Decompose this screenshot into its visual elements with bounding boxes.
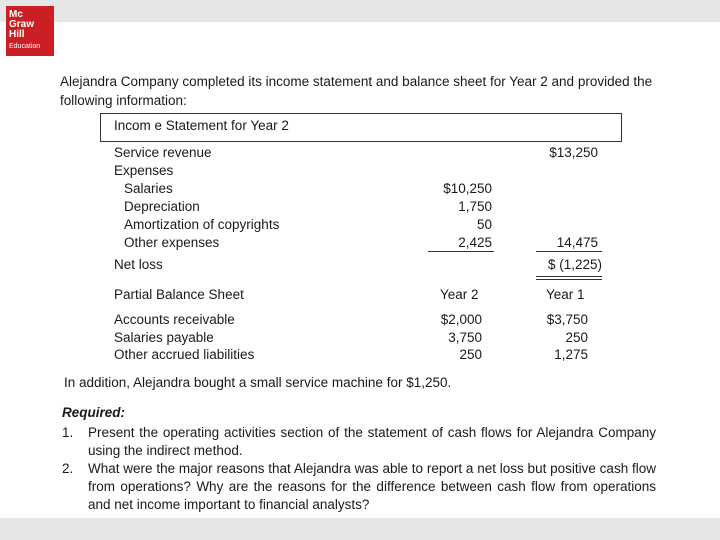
year2-header: Year 2 bbox=[440, 287, 479, 302]
bs-row-year2: $2,000 bbox=[440, 312, 482, 327]
service-revenue-value: $13,250 bbox=[549, 145, 598, 160]
bs-row-year1: 1,275 bbox=[554, 347, 588, 362]
bs-row-year2: 3,750 bbox=[448, 330, 482, 345]
expenses-underline bbox=[428, 251, 494, 252]
net-loss-value: $ (1,225) bbox=[547, 257, 602, 272]
bs-row-year1: 250 bbox=[565, 330, 588, 345]
net-loss-double-underline-2 bbox=[536, 279, 602, 280]
salaries-label: Salaries bbox=[124, 181, 173, 196]
top-bar bbox=[0, 0, 720, 22]
item-number: 1. bbox=[62, 425, 74, 440]
intro-text: Alejandra Company completed its income statement and balance sheet for Year 2 and provided the following information: bbox=[60, 74, 653, 108]
logo-line: Graw bbox=[9, 19, 35, 30]
service-revenue-label: Service revenue bbox=[114, 145, 212, 160]
other-expenses-label: Other expenses bbox=[124, 235, 220, 250]
expenses-label: Expenses bbox=[114, 163, 174, 178]
required-heading: Required: bbox=[62, 405, 126, 420]
additional-info: In addition, Alejandra bought a small service machine for $1,250. bbox=[64, 375, 452, 390]
total-expenses-value: 14,475 bbox=[556, 235, 598, 250]
total-expenses-underline bbox=[536, 251, 602, 252]
item-text: Present the operating activities section of the statement of cash flows for Alejandra Company using the indirect method. bbox=[88, 425, 656, 458]
net-loss-double-underline-1 bbox=[536, 276, 602, 277]
net-loss-label: Net loss bbox=[114, 257, 163, 272]
logo-line: Hill bbox=[9, 29, 25, 40]
amortization-label: Amortization of copyrights bbox=[124, 217, 280, 232]
mcgraw-hill-logo bbox=[6, 6, 54, 56]
bs-row-year1: $3,750 bbox=[546, 312, 588, 327]
item-number: 2. bbox=[62, 461, 74, 476]
salaries-value: $10,250 bbox=[443, 181, 492, 196]
depreciation-value: 1,750 bbox=[458, 199, 492, 214]
item-text: What were the major reasons that Alejandra was able to report a net loss but positive cash flow from operations? Why are the reasons for the difference between cash flow from operations and net income important to financial analysts? bbox=[88, 461, 656, 512]
bs-row-label: Salaries payable bbox=[114, 330, 214, 345]
bs-row-label: Accounts receivable bbox=[114, 312, 235, 327]
income-statement-title: Incom e Statement for Year 2 bbox=[114, 118, 289, 133]
logo-line: Mc bbox=[9, 9, 23, 20]
bs-row-year2: 250 bbox=[459, 347, 482, 362]
year1-header: Year 1 bbox=[546, 287, 585, 302]
balance-sheet-title: Partial Balance Sheet bbox=[114, 287, 244, 302]
other-expenses-value: 2,425 bbox=[458, 235, 492, 250]
bs-row-label: Other accrued liabilities bbox=[114, 347, 255, 362]
bottom-bar bbox=[0, 518, 720, 540]
logo-line: Education bbox=[9, 43, 41, 50]
depreciation-label: Depreciation bbox=[124, 199, 200, 214]
amortization-value: 50 bbox=[476, 217, 492, 232]
